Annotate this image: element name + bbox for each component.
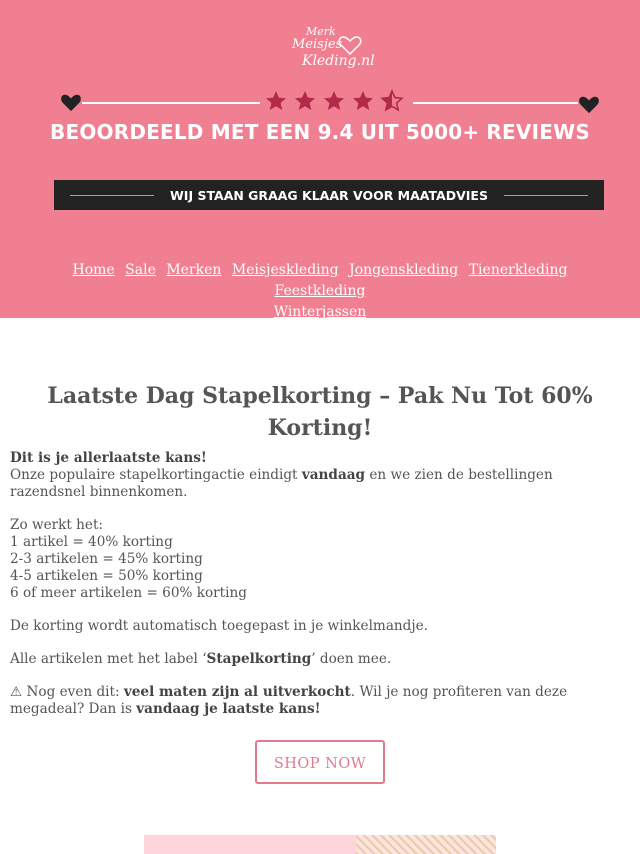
shop-now-button[interactable]: SHOP NOW	[255, 740, 385, 784]
how-title: Zo werkt het:	[10, 517, 103, 533]
logo-line-3: Kleding.nl	[302, 53, 375, 69]
tier-item: 1 artikel = 40% korting	[10, 534, 173, 550]
logo-line-1: Merk	[306, 25, 336, 38]
nav-link-winterjassen[interactable]: Winterjassen	[273, 304, 367, 320]
size-advice-bar	[54, 180, 604, 210]
page-title: Laatste Dag Stapelkorting – Pak Nu Tot 60% Korting!	[47, 383, 593, 441]
rating-row	[60, 88, 600, 118]
promo-banner-image[interactable]	[144, 835, 496, 854]
star-icon	[322, 88, 346, 114]
heart-icon	[578, 94, 600, 114]
nav-link-tienerkleding[interactable]: Tienerkleding	[468, 262, 568, 278]
reviews-headline: BEOORDEELD MET EEN 9.4 UIT 5000+ REVIEWS	[50, 120, 590, 144]
heart-outline-icon	[338, 34, 362, 56]
advice-divider-right	[504, 195, 588, 196]
intro-text-bold: vandaag	[301, 467, 366, 483]
nav-link-jongenskleding[interactable]: Jongenskleding	[349, 262, 459, 278]
star-rating	[260, 88, 413, 118]
star-icon	[293, 88, 317, 114]
label-note	[10, 651, 630, 668]
cta-wrap	[10, 740, 630, 784]
star-icon	[351, 88, 375, 114]
warning-bold-2: vandaag je laatste kans!	[136, 701, 321, 717]
warning-note	[10, 684, 630, 718]
label-text-a: Alle artikelen met het label ‘	[10, 651, 207, 667]
intro-paragraph	[10, 450, 630, 501]
advice-divider-left	[70, 195, 154, 196]
warning-text-a: Nog even dit:	[22, 684, 124, 700]
half-star-icon	[380, 88, 404, 114]
intro-headline: Dit is je allerlaatste kans!	[10, 450, 207, 466]
label-text-b: ’ doen mee.	[311, 651, 392, 667]
nav-link-home[interactable]: Home	[72, 262, 115, 278]
auto-discount-text: De korting wordt automatisch toegepast in je winkelmandje.	[10, 618, 428, 634]
main-content	[0, 380, 640, 784]
intro-text-a: Onze populaire stapelkortingactie eindigt	[10, 467, 302, 483]
main-nav	[30, 260, 610, 323]
header	[0, 0, 640, 318]
glitter-decoration	[356, 835, 496, 854]
label-text-bold: Stapelkorting	[206, 651, 312, 667]
tier-item: 2-3 artikelen = 45% korting	[10, 551, 203, 567]
advice-text: WIJ STAAN GRAAG KLAAR VOOR MAATADVIES	[170, 187, 488, 203]
nav-link-meisjeskleding[interactable]: Meisjeskleding	[231, 262, 339, 278]
logo[interactable]	[288, 22, 374, 78]
nav-link-merken[interactable]: Merken	[166, 262, 222, 278]
logo-line-2: Meisjes	[292, 37, 343, 52]
intro-text-b: en we zien de bestellingen razendsnel binnenkomen.	[10, 467, 553, 500]
warning-text-b: . Wil je nog profiteren van deze megadeal? Dan is	[10, 684, 568, 717]
nav-link-feestkleding[interactable]: Feestkleding	[274, 283, 366, 299]
warning-icon: ⚠	[10, 684, 23, 700]
auto-discount-note	[10, 618, 630, 635]
tiers-block	[10, 517, 630, 602]
heart-icon	[60, 92, 82, 112]
tier-item: 6 of meer artikelen = 60% korting	[10, 585, 247, 601]
nav-link-sale[interactable]: Sale	[125, 262, 156, 278]
tier-item: 4-5 artikelen = 50% korting	[10, 568, 203, 584]
star-icon	[264, 88, 288, 114]
warning-bold-1: veel maten zijn al uitverkocht	[123, 684, 351, 700]
